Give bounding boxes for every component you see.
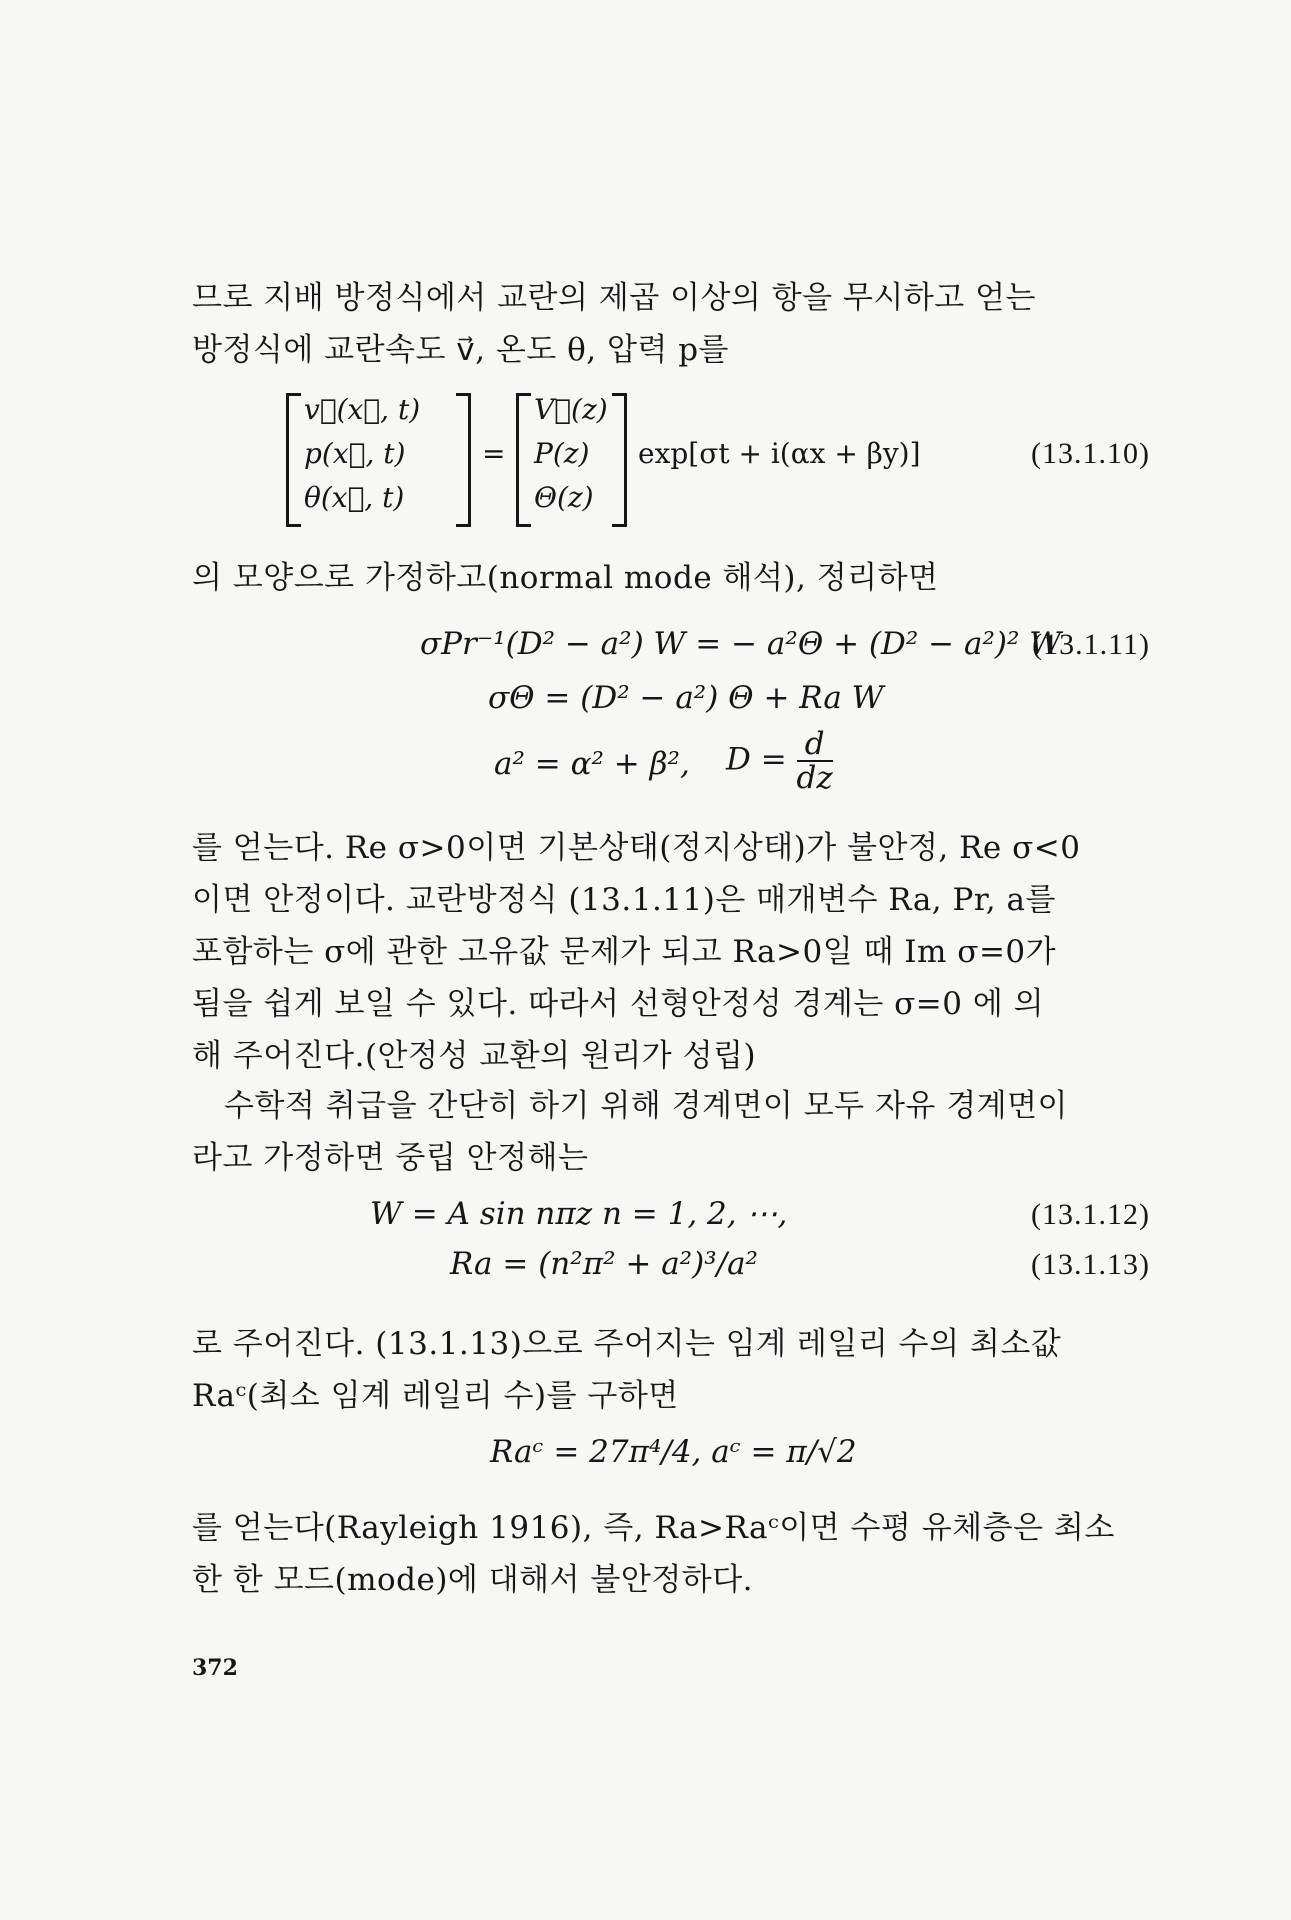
- equals-sign: =: [482, 437, 506, 470]
- text-line: 로 주어진다. (13.1.13)으로 주어지는 임계 레일리 수의 최소값: [192, 1326, 1062, 1362]
- text-line: 의 모양으로 가정하고(normal mode 해석), 정리하면: [192, 560, 939, 596]
- equation-number: (13.1.11): [1032, 628, 1150, 661]
- right-bracket: [456, 393, 471, 527]
- matrix-left-row: p(x⃗, t): [304, 437, 406, 470]
- matrix-right-row: Θ(z): [534, 481, 594, 514]
- text-line: 를 얻는다(Rayleigh 1916), 즉, Ra>Raᶜ이면 수평 유체층은 최소: [192, 1510, 1115, 1546]
- text-line: 므로 지배 방정식에서 교란의 제곱 이상의 항을 무시하고 얻는: [192, 280, 1036, 316]
- text-line: 해 주어진다.(안정성 교환의 원리가 성립): [192, 1038, 757, 1074]
- paragraph-free-boundary: [192, 1080, 1150, 1184]
- text-line: 수학적 취급을 간단히 하기 위해 경계면이 모두 자유 경계면이: [224, 1088, 1068, 1124]
- paragraph-critical-rayleigh: [192, 1318, 1150, 1422]
- text-line: 한 한 모드(mode)에 대해서 불안정하다.: [192, 1562, 754, 1598]
- equation-13-1-11-a: σPr⁻¹(D² − a²) W = − a²Θ + (D² − a²)² W: [420, 626, 1062, 662]
- equation-13-1-13: Ra = (n²π² + a²)³/a²: [450, 1246, 758, 1282]
- fraction-denominator: dz: [796, 760, 833, 796]
- equation-13-1-12: W = A sin nπz n = 1, 2, ⋯,: [370, 1196, 788, 1232]
- fraction-numerator: d: [797, 728, 833, 762]
- equation-critical-rayleigh: Raᶜ = 27π⁴/4, aᶜ = π/√2: [490, 1434, 857, 1470]
- paragraph-intro: [192, 272, 1150, 376]
- equation-number: (13.1.10): [1031, 437, 1150, 470]
- equation-number: (13.1.13): [1031, 1248, 1150, 1281]
- fraction: [797, 728, 833, 794]
- paragraph-conclusion: [192, 1502, 1150, 1606]
- text-line: 라고 가정하면 중립 안정해는: [192, 1140, 589, 1176]
- matrix-right-row: P(z): [534, 437, 590, 470]
- equation-13-1-11-c: a² = α² + β²,: [494, 746, 690, 782]
- equation-d-operator: [726, 728, 833, 794]
- equation-number: (13.1.12): [1031, 1198, 1150, 1231]
- paragraph-stability: [192, 822, 1150, 1082]
- d-operator-label: D =: [726, 741, 787, 778]
- matrix-left-row: θ(x⃗, t): [304, 481, 405, 514]
- left-bracket: [516, 393, 531, 527]
- matrix-left-row: v⃗(x⃗, t): [304, 393, 421, 426]
- equation-13-1-11-b: σΘ = (D² − a²) Θ + Ra W: [488, 680, 884, 716]
- page-number: 372: [192, 1655, 238, 1681]
- text-line: 포함하는 σ에 관한 고유값 문제가 되고 Ra>0일 때 Im σ=0가: [192, 934, 1057, 970]
- left-bracket: [286, 393, 301, 527]
- text-line: 됨을 쉽게 보일 수 있다. 따라서 선형안정성 경계는 σ=0 에 의: [192, 986, 1045, 1022]
- right-bracket: [612, 393, 627, 527]
- text-line: 이면 안정이다. 교란방정식 (13.1.11)은 매개변수 Ra, Pr, a를: [192, 882, 1056, 918]
- matrix-right-row: V⃗(z): [534, 393, 608, 426]
- text-line: 방정식에 교란속도 v⃗, 온도 θ, 압력 p를: [192, 332, 729, 368]
- text-line: Raᶜ(최소 임계 레일리 수)를 구하면: [192, 1378, 679, 1414]
- text-line: 를 얻는다. Re σ>0이면 기본상태(정지상태)가 불안정, Re σ<0: [192, 830, 1081, 866]
- exponential-term: exp[σt + i(αx + βy)]: [638, 437, 921, 470]
- paragraph-normal-mode: [192, 552, 1150, 604]
